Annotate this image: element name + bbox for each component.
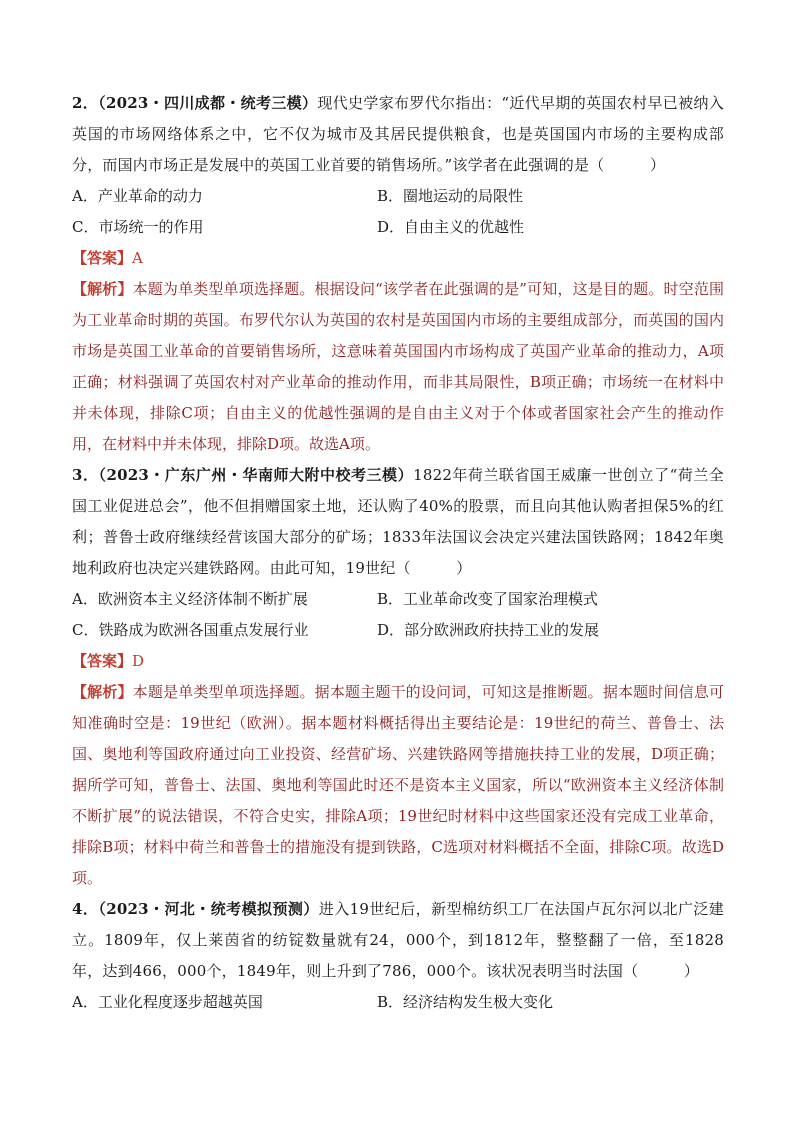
question-number: 3． — [72, 466, 99, 484]
option-b: B．圈地运动的局限性 — [377, 187, 524, 205]
options-row — [72, 615, 724, 646]
options-row — [72, 212, 724, 243]
option-a: A．产业革命的动力 — [72, 187, 203, 205]
option-c: C．市场统一的作用 — [72, 218, 204, 236]
answer-tag: 【答案】 — [72, 652, 133, 670]
analysis-text: 本题是单类型单项选择题。据本题主题干的设问词，可知这是推断题。据本题时间信息可知准确时空是：19世纪（欧洲）。据本题材料概括得出主要结论是：19世纪的荷兰、普鲁士、法国、奥地利等国政府通过向工业投资、经营矿场、兴建铁路网等措施扶持工业的发展，D项正确；据所学可知，普鲁士、法国、奥地利等国此时还不是资本主义国家，所以“欧洲资本主义经济体制不断扩展”的说法错误，不符合史实，排除A项；19世纪时材料中这些国家还没有完成工业革命，排除B项；材料中荷兰和普鲁士的措施没有提到铁路，C选项对材料概括不全面，排除C项。故选D项。 — [72, 683, 724, 887]
analysis — [72, 274, 724, 460]
question-4 — [72, 894, 724, 987]
question-stem: 1822年荷兰联省国王威廉一世创立了“荷兰全国工业促进总会”，他不但捐赠国家土地，还认购了40%的股票，而且向其他认购者担保5%的红利；普鲁士政府继续经营该国大部分的矿场；1833年法国议会决定兴建法国铁路网；1842年奥地利政府也决定兴建铁路网。由此可知，19世纪（ ） — [72, 466, 724, 577]
analysis — [72, 677, 724, 894]
question-source: （2023・广东广州・华南师大附中校考三模） — [98, 466, 414, 484]
option-a: A．欧洲资本主义经济体制不断扩展 — [72, 590, 308, 608]
answer-value: D — [132, 652, 145, 670]
analysis-tag: 【解析】 — [72, 683, 133, 701]
question-number: 4． — [72, 900, 99, 918]
answer-tag: 【答案】 — [72, 249, 133, 267]
question-3 — [72, 460, 724, 584]
option-a: A．工业化程度逐步超越英国 — [72, 993, 263, 1011]
answer-value: A — [132, 249, 143, 267]
option-d: D．部分欧洲政府扶持工业的发展 — [377, 621, 600, 639]
question-source: （2023・河北・统考模拟预测） — [98, 900, 319, 918]
options-row — [72, 987, 724, 1018]
options-row — [72, 584, 724, 615]
question-number: 2． — [72, 94, 99, 112]
option-c: C．铁路成为欧洲各国重点发展行业 — [72, 621, 309, 639]
analysis-tag: 【解析】 — [72, 280, 133, 298]
question-stem: 进入19世纪后，新型棉纺织工厂在法国卢瓦尔河以北广泛建立。1809年，仅上莱茵省的纺锭数量就有24，000个，到1812年，整整翻了一倍，至1828年，达到466，000个，1849年，则上升到了786，000个。该状况表明当时法国（ ） — [72, 900, 725, 980]
option-d: D．自由主义的优越性 — [377, 218, 525, 236]
question-stem: 现代史学家布罗代尔指出：“近代早期的英国农村早已被纳入英国的市场网络体系之中，它不仅为城市及其居民提供粮食，也是英国国内市场的主要构成部分，而国内市场正是发展中的英国工业首要的销售场所。”该学者在此强调的是（ ） — [72, 94, 724, 174]
question-source: （2023・四川成都・统考三模） — [98, 94, 318, 112]
question-2 — [72, 88, 724, 181]
options-row — [72, 181, 724, 212]
document-content — [72, 88, 724, 1018]
analysis-text: 本题为单类型单项选择题。根据设问“该学者在此强调的是”可知，这是目的题。时空范围为工业革命时期的英国。布罗代尔认为英国的农村是英国国内市场的主要组成部分，而英国的国内市场是英国工业革命的首要销售场所，这意味着英国国内市场构成了英国产业革命的推动力，A项正确；材料强调了英国农村对产业革命的推动作用，而非其局限性，B项正确；市场统一在材料中并未体现，排除C项；自由主义的优越性强调的是自由主义对于个体或者国家社会产生的推动作用，在材料中并未体现，排除D项。故选A项。 — [72, 280, 724, 453]
answer-line — [72, 646, 724, 677]
answer-line — [72, 243, 724, 274]
option-b: B．工业革命改变了国家治理模式 — [377, 590, 599, 608]
option-b: B．经济结构发生极大变化 — [377, 993, 554, 1011]
